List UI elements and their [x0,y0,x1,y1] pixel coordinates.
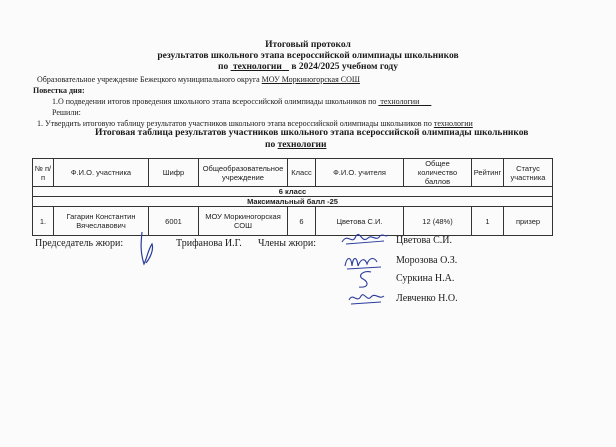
col-header-status: Статус участника [504,159,553,187]
protocol-title: Итоговый протокол [265,40,351,50]
table-header-row [33,159,553,187]
agenda-item-1-text: 1.О подведении итогов проведения школьного этапа всероссийской олимпиады школьников по [52,97,377,106]
col-header-number: № п/п [33,159,54,187]
jury-member-2: Морозова О.З. [396,255,458,266]
cell-rating: 1 [472,207,504,236]
col-header-total-score: Общее количество баллов [404,159,472,187]
table-row [33,207,553,236]
year-line-subject: технологии [233,62,282,72]
jury-chair-label: Председатель жюри: [35,238,124,249]
table-title-prefix: по [265,140,276,150]
jury-member-3: Суркина Н.А. [396,273,455,284]
member-signature-4 [347,288,387,308]
cell-grade: 6 [288,207,316,236]
col-header-grade: Класс [288,159,316,187]
cell-total-score: 12 (48%) [404,207,472,236]
year-line-suffix: в 2024/2025 учебном году [291,62,398,72]
jury-members-label: Члены жюри: [258,238,317,249]
agenda-item-2-subject: технологии [433,119,473,128]
cell-school: МОУ Моркиногорская СОШ [199,207,288,236]
protocol-subtitle: результатов школьного этапа всероссийской олимпиады школьников [157,51,459,61]
institution-label: Образовательное учреждение Бежецкого муниципального округа [37,75,260,84]
col-header-school: Общеобразовательное учреждение [199,159,288,187]
protocol-year-line [0,62,616,72]
results-table [32,158,553,236]
col-header-participant: Ф.И.О. участника [54,159,149,187]
col-header-rating: Рейтинг [472,159,504,187]
institution-line [37,75,360,84]
cell-teacher: Цветова С.И. [316,207,404,236]
agenda-label: Повестка дня: [33,86,85,95]
jury-member-1: Цветова С.И. [396,235,452,246]
cell-number: 1. [33,207,54,236]
decided-label: Решили: [52,108,81,117]
agenda-item-1 [52,97,431,106]
year-line-prefix: по [218,62,229,72]
cell-code: 6001 [149,207,199,236]
table-title-line2 [265,140,327,150]
chair-signature [138,230,160,268]
agenda-item-2-text: 1. Утвердить итоговую таблицу результатов участников школьного этапа всероссийской олимпиады школьников по [37,119,432,128]
grade-label: 6 класс [33,187,553,197]
col-header-teacher: Ф.И.О. учителя [316,159,404,187]
table-title-subject: технологии [277,140,327,150]
max-score-label: Максимальный балл -25 [33,197,553,207]
institution-name: МОУ Моркиногорская СОШ [261,75,360,84]
col-header-code: Шифр [149,159,199,187]
table-title: Итоговая таблица результатов участников школьного этапа всероссийской олимпиады школьников [95,128,529,138]
cell-status: призер [504,207,553,236]
member-signature-3 [355,268,377,290]
member-signature-1 [340,228,390,250]
jury-chair-name: Трифанова И.Г. [176,238,242,249]
grade-section-row [33,187,553,197]
agenda-item-2 [37,119,473,128]
agenda-item-1-subject: технологии [380,97,420,106]
jury-member-4: Левченко Н.О. [396,293,458,304]
max-score-row [33,197,553,207]
cell-participant: Гагарин Константин Вячеславович [54,207,149,236]
